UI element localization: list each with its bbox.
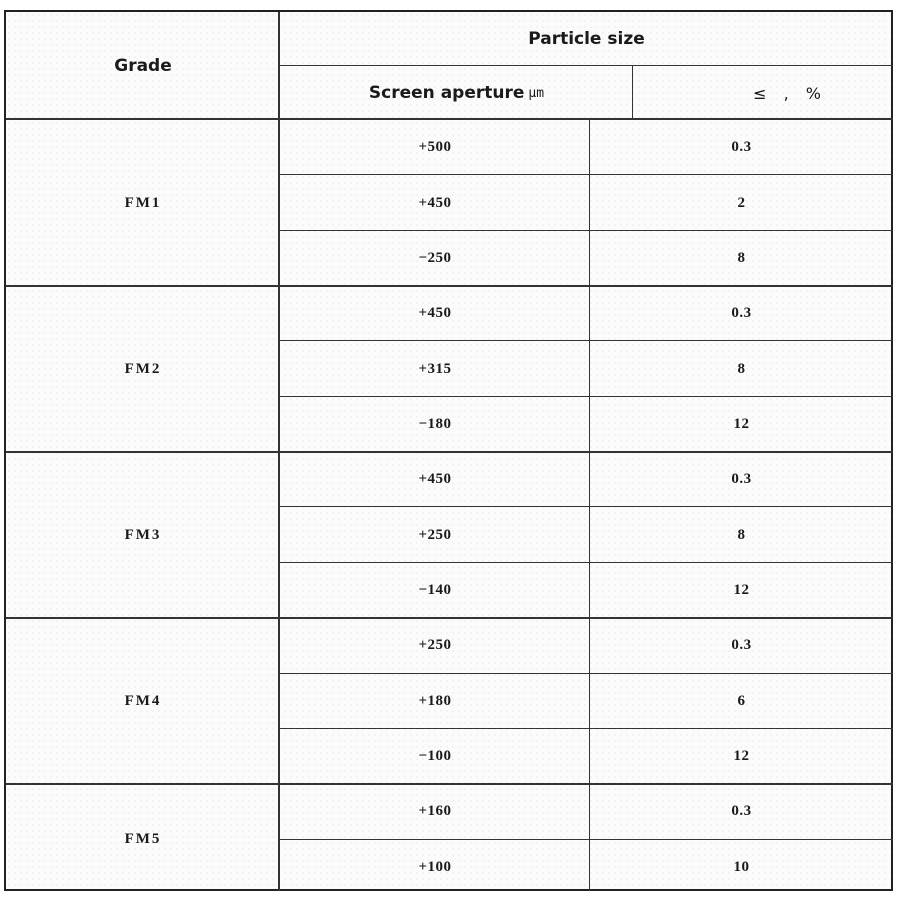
aperture-cell [280, 286, 590, 341]
grade-cell [6, 618, 280, 784]
header-limit [633, 66, 893, 120]
aperture-value: +315 [418, 360, 452, 377]
limit-value: 10 [733, 858, 750, 875]
limit-header-label: ≤ , % [753, 83, 827, 103]
limit-value: 6 [737, 692, 746, 709]
grade-name: FM1 [124, 194, 162, 211]
limit-value: 8 [737, 526, 746, 543]
limit-cell [590, 341, 893, 396]
limit-value: 0.3 [731, 139, 752, 156]
header-particle-size [280, 12, 893, 66]
particle-size-header-label: Particle size [528, 29, 645, 49]
limit-cell [590, 120, 893, 175]
limit-cell [590, 674, 893, 729]
limit-cell [590, 618, 893, 673]
aperture-value: +250 [418, 637, 452, 654]
limit-cell [590, 729, 893, 784]
aperture-value: +250 [418, 526, 452, 543]
limit-value: 0.3 [731, 305, 752, 322]
grade-cell [6, 120, 280, 286]
aperture-cell [280, 341, 590, 396]
aperture-cell [280, 397, 590, 452]
limit-cell [590, 563, 893, 618]
particle-size-table [4, 10, 893, 891]
limit-cell [590, 452, 893, 507]
aperture-cell [280, 840, 590, 895]
header-subdivider-vertical [632, 66, 633, 120]
aperture-value: +160 [418, 803, 452, 820]
limit-value: 8 [737, 360, 746, 377]
limit-cell [590, 231, 893, 286]
aperture-value: +450 [418, 305, 452, 322]
aperture-cell [280, 563, 590, 618]
limit-value: 0.3 [731, 471, 752, 488]
grade-header-label: Grade [114, 56, 172, 76]
limit-value: 12 [733, 581, 750, 598]
body-divider-value [589, 120, 590, 891]
aperture-value: +450 [418, 194, 452, 211]
limit-value: 12 [733, 415, 750, 432]
limit-cell [590, 175, 893, 230]
aperture-cell [280, 674, 590, 729]
header-bottom-border [6, 118, 893, 120]
grade-name: FM2 [124, 360, 162, 377]
limit-value: 8 [737, 249, 746, 266]
limit-cell [590, 397, 893, 452]
aperture-value: −180 [418, 415, 452, 432]
limit-value: 2 [737, 194, 746, 211]
aperture-value: +500 [418, 139, 452, 156]
grade-cell [6, 784, 280, 895]
grade-name: FM5 [124, 831, 162, 848]
limit-cell [590, 286, 893, 341]
aperture-value: −250 [418, 249, 452, 266]
aperture-cell [280, 784, 590, 839]
limit-value: 0.3 [731, 803, 752, 820]
aperture-value: −140 [418, 581, 452, 598]
aperture-cell [280, 120, 590, 175]
aperture-value: +450 [418, 471, 452, 488]
screen-aperture-unit: μm [528, 85, 545, 101]
limit-cell [590, 784, 893, 839]
aperture-cell [280, 175, 590, 230]
aperture-value: −100 [418, 748, 452, 765]
limit-cell [590, 507, 893, 562]
aperture-value: +100 [418, 858, 452, 875]
grade-name: FM3 [124, 526, 162, 543]
grade-name: FM4 [124, 692, 162, 709]
limit-value: 12 [733, 748, 750, 765]
grade-cell [6, 286, 280, 452]
header-grade [6, 12, 280, 120]
limit-cell [590, 840, 893, 895]
limit-value: 0.3 [731, 637, 752, 654]
screen-aperture-label: Screen aperture [368, 83, 525, 103]
aperture-cell [280, 231, 590, 286]
body-divider-grade [278, 120, 280, 891]
header-screen-aperture [280, 66, 633, 120]
header-divider-horizontal [280, 65, 893, 66]
aperture-cell [280, 729, 590, 784]
aperture-cell [280, 507, 590, 562]
aperture-cell [280, 452, 590, 507]
aperture-value: +180 [418, 692, 452, 709]
grade-cell [6, 452, 280, 618]
aperture-cell [280, 618, 590, 673]
header-divider-vertical [278, 12, 280, 120]
